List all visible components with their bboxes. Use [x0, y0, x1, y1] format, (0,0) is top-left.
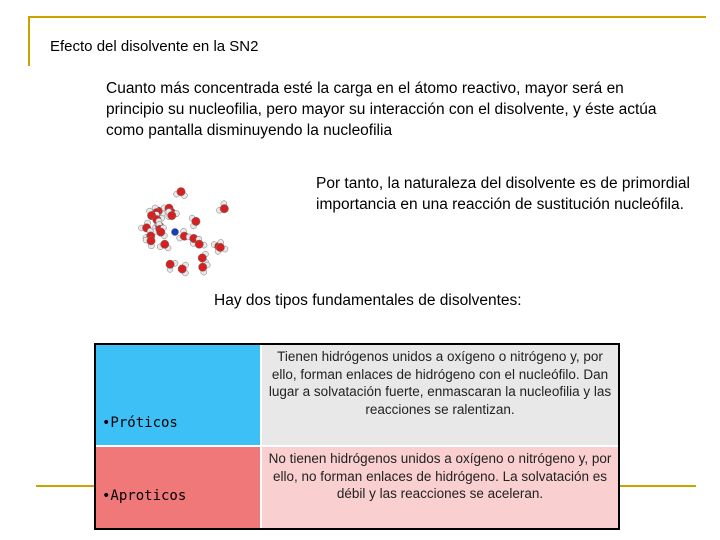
table-row-aprotic: [96, 447, 618, 528]
central-ion-atom: [171, 228, 178, 235]
oxygen-atom: [216, 243, 224, 251]
aprotic-label: •Aproticos: [102, 488, 187, 504]
protic-label-cell: [96, 345, 260, 445]
oxygen-atom: [178, 265, 186, 273]
solvated-ion-molecule-image: [124, 168, 234, 280]
oxygen-atom: [177, 188, 185, 196]
oxygen-atom: [157, 228, 165, 236]
solvent-types-heading: Hay dos tipos fundamentales de disolventes:: [214, 292, 522, 309]
accent-line-left: [28, 16, 30, 66]
column-divider: [260, 345, 262, 528]
aprotic-label-cell: [96, 447, 260, 528]
oxygen-atom: [199, 263, 207, 271]
oxygen-atom: [195, 240, 203, 248]
oxygen-atom: [198, 254, 206, 262]
oxygen-atom: [192, 217, 200, 225]
aprotic-description: No tienen hidrógenos unidos a oxígeno o nitrógeno y, por ello, no forman enlaces de hidrógeno. La solvatación es débil y las reacciones se aceleran.: [262, 447, 618, 528]
oxygen-atom: [168, 211, 176, 219]
intro-paragraph: Cuanto más concentrada esté la carga en el átomo reactivo, mayor será en principio su nucleofilia, pero mayor su interacción con el disolvente, y éste actúa como pantalla disminuyendo la nucleofilia: [106, 80, 657, 139]
slide-title: Efecto del disolvente en la SN2: [50, 38, 259, 55]
protic-description: Tienen hidrógenos unidos a oxígeno o nitrógeno y, por ello, forman enlaces de hidrógeno con el nucleófilo. Dan lugar a solvatación fuerte, enmascaran la nucleofilia y las reacciones se ralentizan.: [262, 345, 618, 445]
protic-label: •Próticos: [102, 415, 178, 431]
oxygen-atom: [220, 205, 228, 213]
solvent-types-table: [94, 343, 620, 530]
conclusion-paragraph: Por tanto, la naturaleza del disolvente es de primordial importancia en una reacción de sustitución nucleófila.: [316, 175, 690, 213]
accent-line-top: [28, 16, 706, 18]
table-row-protic: [96, 345, 618, 445]
oxygen-atom: [147, 237, 155, 245]
oxygen-atom: [166, 260, 174, 268]
oxygen-atom: [161, 240, 169, 248]
